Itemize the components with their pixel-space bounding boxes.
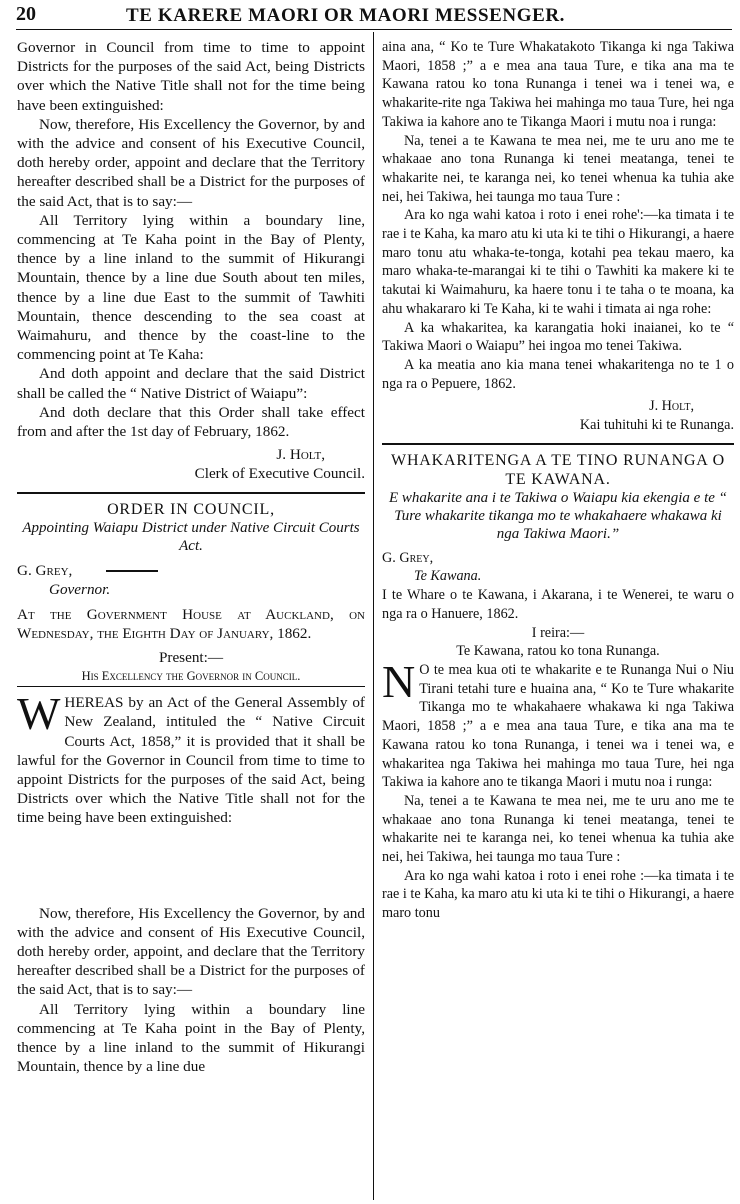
governor-role: Governor.	[49, 581, 111, 599]
paragraph: Na, tenei a te Kawana te mea nei, me te uru ano me te whakaae ano tona Runanga ki tenei meatanga, tenei te whakarite nei te karanga nei, ko tenei whenua ka tuhia ake nei, hei Takiwa, hei taunga mo taua Ture :	[382, 792, 734, 866]
paragraph: A ka meatia ano kia mana tenei whakaritenga no te 1 o nga ra o Pepuere, 1862.	[382, 356, 734, 392]
present-line: Present:—	[158, 648, 224, 666]
column-divider	[373, 32, 374, 1200]
paragraph: And doth appoint and declare that the said District shall be called the “ Native District of Waiapu”:	[17, 365, 365, 402]
page-header	[16, 3, 732, 30]
present-line: I reira:—	[531, 624, 585, 641]
maori-column	[382, 38, 734, 923]
governor-name: G. Grey,	[382, 549, 434, 566]
paragraph: A ka whakaritea, ka karangatia hoki inaianei, ko te “ Takiwa Maori o Waiapu” hei ingoa mo tenei Takiwa.	[382, 319, 734, 355]
paragraph: All Territory lying within a boundary line, commencing at Te Kaha point in the Bay of Plenty, thence by a line inland to the summit of Hikurangi Mountain, thence by a line due South about ten miles, thence by a line due East to the summit of Tawhiti Mountain, thence descending to the sea coast at Waimahuru, and thence by the coast-line to the commencing point at Te Kaha:	[17, 211, 365, 364]
governor-role: Te Kawana.	[414, 568, 482, 585]
place-date: At the Government House at Auckland, on Wednesday, the Eighth Day of January, 1862.	[17, 606, 365, 643]
masthead-title: TE KARERE MAORI OR MAORI MESSENGER.	[126, 5, 566, 26]
section-rule	[382, 443, 734, 445]
maori-heading: WHAKARITENGA A TE TINO RUNANGA O TE KAWANA.	[391, 451, 725, 488]
signature-name: J. Holt,	[649, 398, 694, 415]
column-gap	[17, 828, 365, 904]
paragraph: All Territory lying within a boundary line commencing at Te Kaha point in the Bay of Plenty, thence by a line inland to the summit of Hikurangi Mountain, thence by a line due	[17, 1000, 365, 1076]
governor-name: G. Grey,	[17, 561, 365, 580]
paragraph: Ara ko nga wahi katoa i roto i enei rohe':—ka timata i te rae i te Kaha, ka maro atu ki uta ki te tihi o Hikurangi, a haere maro tonu atu whaka-te-tonga, kotahi pea tekau maero, ka maro whaka-te-marangai ki te tihi o Tawhiti ka makere ki te takutai ki Waimahuru, ka haere tonu i te taha o te moana, ka ahu whakararo ki Te Kaha, ki te wahi i timata ai nga rohe:	[382, 207, 734, 317]
council-line: His Excellency the Governor in Council.	[17, 667, 365, 687]
order-heading: ORDER IN COUNCIL,	[107, 500, 275, 518]
whereas-paragraph: WHEREAS by an Act of the General Assembly of New Zealand, intituled the “ Native Circuit Courts Act, 1858,” it is provided that it shall be lawful for the Governor in Council from time to time to appoint Districts for the purposes of the said Act, being Districts over which the Native Title shall not for the time being have been extinguished:	[17, 688, 365, 827]
paragraph: aina ana, “ Ko te Ture Whakatakoto Tikanga ki nga Takiwa Maori, 1858 ;” a e mea ana taua Ture, e tika ana ma te Kawana ratou ko tona Runanga i tenei wa i tenei wa, e whakarite-rite nga Takiwa hei mahinga mo taua Ture, hei nga Takiwa ia kahore ano te Tikanga Maori i mutu noa i runga:	[382, 39, 734, 130]
place-date: I te Whare o te Kawana, i Akarana, i te Wenerei, te waru o nga ra o Hanuere, 1862.	[382, 587, 734, 622]
signature-title: Clerk of Executive Council.	[194, 465, 365, 483]
drop-cap: N	[382, 655, 416, 707]
paragraph: Governor in Council from time to time to appoint Districts for the purposes of the said Act, being Districts over which the Native Title shall not for the time being have been extinguished:	[17, 39, 365, 114]
section-rule	[17, 492, 365, 494]
signature-title: Kai tuhituhi ki te Runanga.	[579, 417, 734, 434]
page-number: 20	[16, 3, 36, 25]
whereas-paragraph: N O te mea kua oti te whakarite e te Runanga Nui o Niu Tirani tetahi ture e huaina ana, “ Ko te Ture whakarite Tikanga mo te whakahaere whakawa ki nga Takiwa Maori, 1858 ;” a e mea ana taua Ture, e tika ana ma te Kawana ratou ko tona Runanga, i tenei wa i tenei wa, e whakaritea nga Takiwa hei mahinga mo taua Ture, hei nga Takiwa ia kahore ano te tikanga Maori i mutu noa i runga:	[382, 655, 734, 791]
paragraph: And doth declare that this Order shall take effect from and after the 1st day of February, 1862.	[17, 403, 365, 441]
signature-name: J. Holt,	[276, 446, 325, 464]
council-line: Te Kawana, ratou ko tona Runanga.	[456, 643, 660, 660]
paragraph: Ara ko nga wahi katoa i roto i enei rohe :—ka timata i te rae i te Kaha, ka maro atu ki uta ki te tihi o Hikurangi, a haere maro tonu	[382, 867, 734, 922]
maori-subheading: E whakarite ana i te Takiwa o Waiapu kia ekengia e te “ Ture whakarite tikanga mo te whakahaere whakawa ki nga Takiwa Maori.”	[388, 489, 728, 542]
paragraph: Now, therefore, His Excellency the Governor, by and with the advice and consent of His Executive Council, doth hereby order, appoint, and declare that the Territory hereafter described shall be a District for the purposes of the said Act, that is to say:—	[17, 904, 365, 999]
paragraph: Na, tenei a te Kawana te mea nei, me te uru ano me te whakaae ano tona Runanga ki tenei meatanga, tenei te whakarite nei, te karanga nei, ko tenei whenua ka tuhia ake nei, hei Takiwa, hei taunga mo taua Ture :	[382, 132, 734, 205]
english-column	[17, 38, 365, 1076]
paragraph: Now, therefore, His Excellency the Governor, by and with the advice and consent of his Executive Council, doth hereby order, appoint and declare that the Territory hereafter described shall be a District for the purposes of the said Act, that is to say:—	[17, 115, 365, 210]
order-subheading: Appointing Waiapu District under Native Circuit Courts Act.	[22, 519, 360, 554]
drop-cap: W	[17, 688, 61, 740]
